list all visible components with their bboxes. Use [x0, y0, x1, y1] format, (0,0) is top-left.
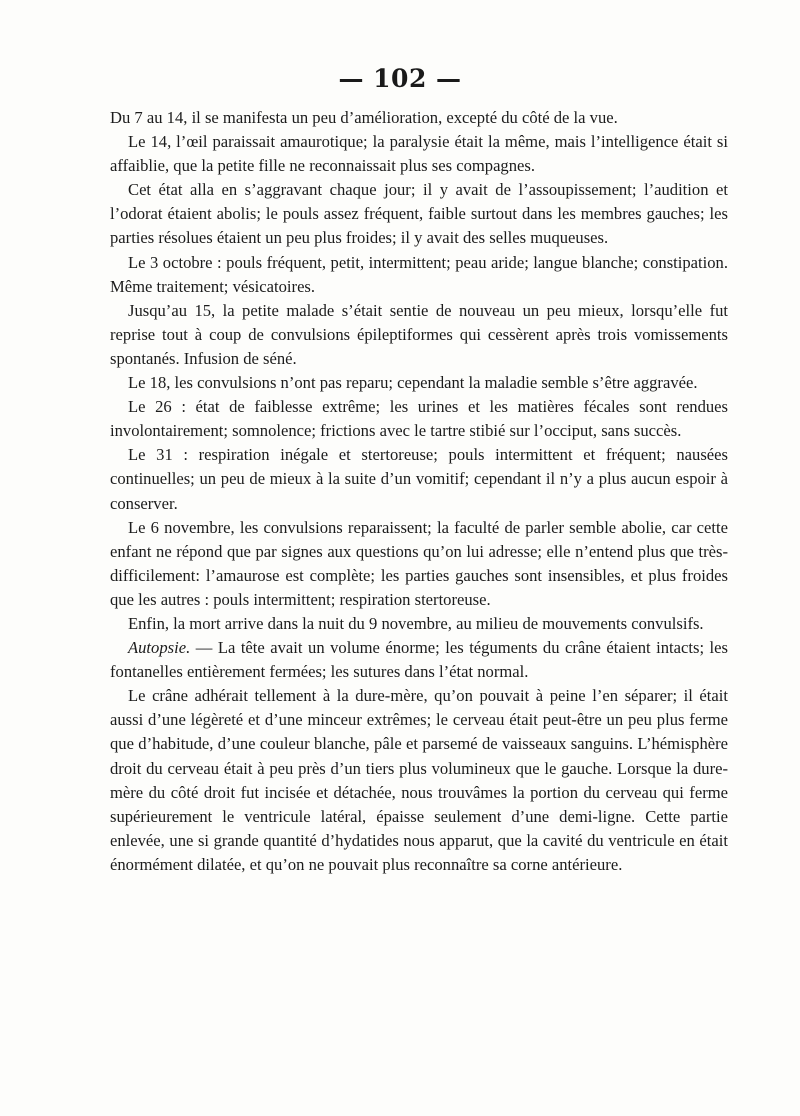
- paragraph: Cet état alla en s’aggravant chaque jour; il y avait de l’assoupissement; l’audition et l’odorat étaient abolis; le pouls assez fréquent, faible surtout dans les membres gauches; les parties résolues étaient un peu plus froides; il y avait des selles muqueuses.: [110, 180, 728, 248]
- page-body-text: [110, 106, 728, 877]
- paragraph: Enfin, la mort arrive dans la nuit du 9 novembre, au milieu de mouvements convulsifs.: [128, 613, 704, 633]
- paragraph: Le 18, les convulsions n’ont pas reparu; cependant la maladie semble s’être aggravée.: [128, 373, 698, 393]
- paragraph: Le 14, l’œil paraissait amaurotique; la paralysie était la même, mais l’intelligence était si affaiblie, que la petite fille ne reconnaissait plus ses compagnes.: [110, 132, 728, 176]
- paragraph: Jusqu’au 15, la petite malade s’était sentie de nouveau un peu mieux, lorsqu’elle fut reprise tout à coup de convulsions épileptiformes qui cessèrent après trois vomissements spontanés. Infusion de séné.: [110, 300, 728, 368]
- paragraph: Le 3 octobre : pouls fréquent, petit, intermittent; peau aride; langue blanche; constipation. Même traitement; vésicatoires.: [110, 252, 728, 296]
- autopsy-heading: Autopsie.: [128, 638, 191, 658]
- autopsy-paragraph-2: Le crâne adhérait tellement à la dure-mère, qu’on pouvait à peine l’en séparer; il était aussi d’une légèreté et d’une minceur extrêmes; le cerveau était peut-être un peu plus ferme que d’habitude, d’une couleur blanche, pâle et parsemé de vaisseaux sanguins. L’hémisphère droit du cerveau était à peu près d’un tiers plus volumineux que le gauche. Lorsque la dure-mère du côté droit fut incisée et détachée, nous trouvâmes la portion du cerveau qui ferme supérieurement le ventricule latéral, épaisse seulement d’une demi-ligne. Cette partie enlevée, une si grande quantité d’hydatides nous apparut, que la cavité du ventricule en était énormément dilatée, et qu’on ne pouvait plus reconnaître sa corne antérieure.: [110, 686, 728, 874]
- paragraph: Le 6 novembre, les convulsions reparaissent; la faculté de parler semble abolie, car cette enfant ne répond que par signes aux questions qu’on lui adresse; elle n’entend plus que très-difficilement: l’amaurose est complète; les parties gauches sont insensibles, et plus froides que les autres : pouls intermittent; respiration stertoreuse.: [110, 517, 728, 609]
- autopsy-first-text: — La tête avait un volume énorme; les téguments du crâne étaient intacts; les fontanelles entièrement fermées; les sutures dans l’état normal.: [110, 638, 728, 682]
- paragraph: Du 7 au 14, il se manifesta un peu d’amélioration, excepté du côté de la vue.: [110, 108, 618, 127]
- paragraph: Le 31 : respiration inégale et stertoreuse; pouls intermittent et fréquent; nausées continuelles; un peu de mieux à la suite d’un vomitif; cependant il n’y a plus aucun espoir à conserver.: [110, 445, 728, 513]
- autopsy-paragraph: [110, 636, 728, 684]
- page-number: — 102 —: [338, 64, 462, 93]
- paragraph: Le 26 : état de faiblesse extrême; les urines et les matières fécales sont rendues involontairement; somnolence; frictions avec le tartre stibié sur l’occiput, sans succès.: [110, 397, 728, 441]
